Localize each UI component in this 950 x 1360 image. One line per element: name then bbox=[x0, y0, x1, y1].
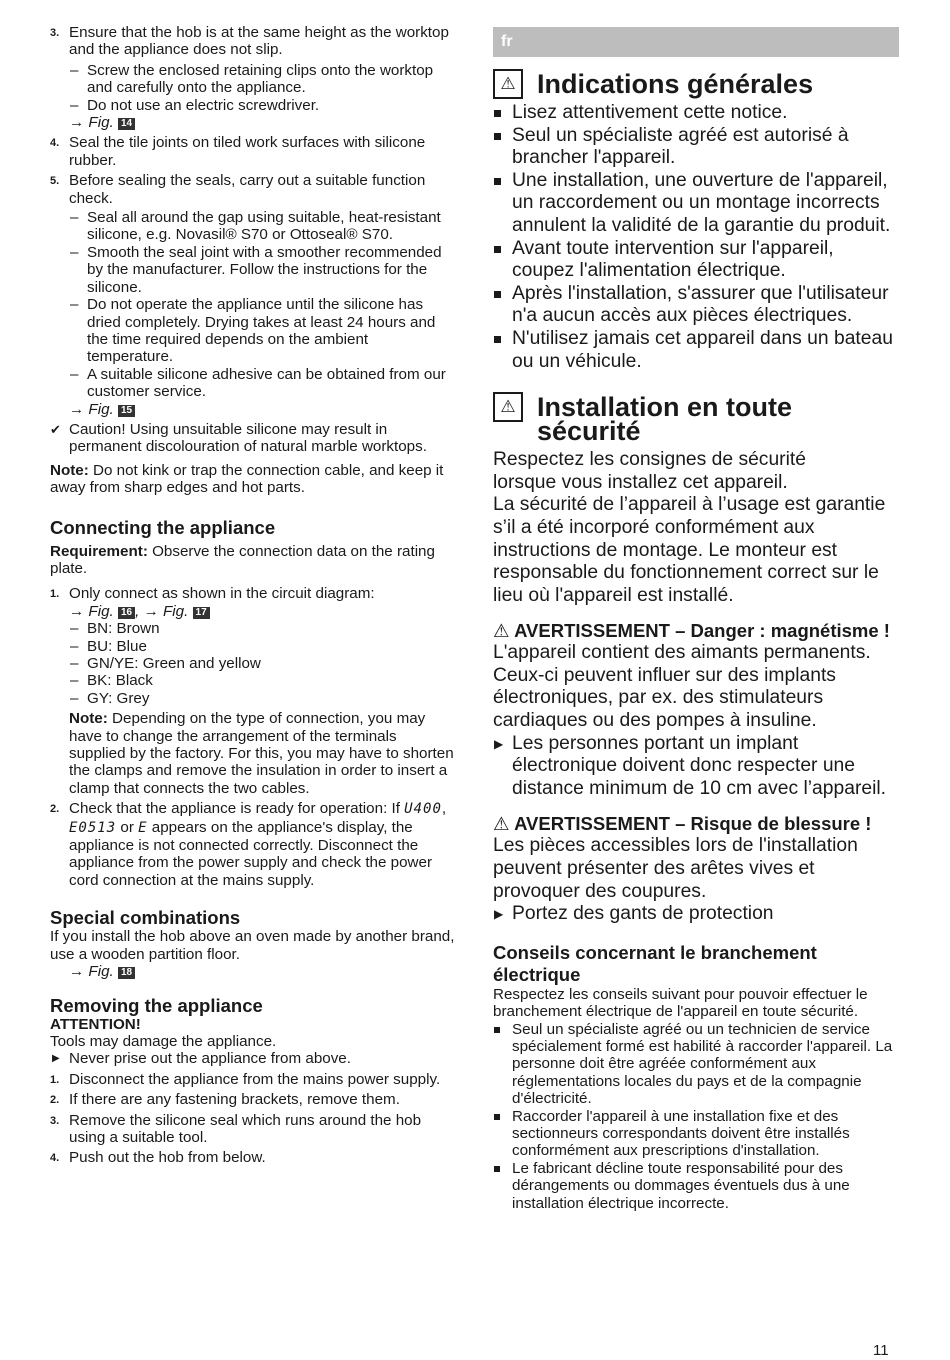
attention-text: Tools may damage the appliance. bbox=[50, 1032, 277, 1050]
action-text: Never prise out the appliance from above. bbox=[69, 1050, 351, 1068]
list-item: – Screw the enclosed retaining clips onto the worktop and carefully onto the appliance. bbox=[50, 62, 455, 97]
step-text: Disconnect the appliance from the mains power supply. bbox=[69, 1070, 441, 1088]
caution-result bbox=[50, 421, 455, 456]
fig-number-badge: 14 bbox=[118, 118, 135, 130]
list-item: Le fabricant décline toute responsabilité pour des dérangements ou dommages éventuels dus à une installation électrique incorrecte. bbox=[493, 1160, 898, 1212]
step-number: 2. bbox=[50, 1094, 60, 1107]
paragraph: Respectez les conseils suivant pour pouvoir effectuer le branchement électrique de l'appareil en toute sécurité. bbox=[493, 985, 868, 1021]
section-heading-general bbox=[493, 69, 898, 99]
note-text: Depending on the type of connection, you may have to change the arrangement of the terminals supplied by the factory. For this, you may have to shorten the clamps and remove the insulation in order to insert a clamp that connects the two cables. bbox=[69, 710, 454, 797]
arrow-right-icon: → bbox=[69, 602, 85, 620]
step-1 bbox=[50, 585, 455, 602]
step-text: Seal the tile joints on tiled work surfaces with silicone rubber. bbox=[69, 134, 426, 169]
step-3 bbox=[50, 24, 455, 59]
action-text: Les personnes portant un implant électronique doivent donc respecter une distance minimum de 10 cm avec l’appareil. bbox=[512, 732, 887, 799]
step-number: 1. bbox=[50, 588, 60, 601]
list-item: Seul un spécialiste agréé ou un technicien de service spécialement formé est habilité à raccorder l'appareil. La personne doit être agréée conformément aux réglementations locales du pays et de la compagnie d'électricité. bbox=[493, 1021, 898, 1108]
page-number: 11 bbox=[873, 1342, 889, 1359]
requirement-label: Requirement: bbox=[50, 542, 148, 560]
figure-reference: → Fig. 16 , → Fig. 17 bbox=[50, 603, 455, 620]
paragraph: If you install the hob above an oven made by another brand, use a wooden partition floor. bbox=[50, 928, 455, 963]
step-text: Before sealing the seals, carry out a suitable function check. bbox=[69, 172, 426, 207]
note bbox=[50, 710, 455, 797]
fig-number-badge: 16 bbox=[118, 607, 135, 619]
remove-step bbox=[50, 1112, 455, 1147]
step-number: 5. bbox=[50, 175, 60, 188]
step-text-pre: Check that the appliance is ready for operation: If bbox=[69, 800, 405, 818]
action-item bbox=[493, 903, 898, 926]
step-number: 2. bbox=[50, 803, 60, 816]
note-label: Note: bbox=[50, 461, 89, 479]
requirement-text: Observe the connection data on the rating plate. bbox=[50, 542, 435, 577]
section-heading-safe-installation bbox=[493, 392, 837, 447]
warning-heading bbox=[493, 619, 898, 642]
section-heading: Removing the appliance bbox=[50, 994, 263, 1016]
list-item: – Do not use an electric screwdriver. bbox=[50, 97, 455, 114]
step-4 bbox=[50, 134, 455, 169]
language-bar bbox=[493, 27, 899, 57]
step-number: 1. bbox=[50, 1073, 60, 1086]
list-item: Lisez attentivement cette notice. bbox=[493, 102, 898, 125]
list-item: – BK: Black bbox=[50, 672, 455, 689]
list-item: Une installation, une ouverture de l'appareil, un raccordement ou un montage incorrects annulent la validité de la garantie du produit. bbox=[493, 170, 898, 238]
heading-text: Installation en toute sécurité bbox=[537, 392, 793, 447]
fig-label: Fig. bbox=[88, 602, 114, 620]
arrow-right-icon: → bbox=[143, 602, 159, 620]
arrow-right-icon: → bbox=[69, 400, 85, 418]
list-item: Avant toute intervention sur l'appareil, coupez l'alimentation électrique. bbox=[493, 238, 898, 283]
step-number: 3. bbox=[50, 1114, 60, 1127]
fig-label: Fig. bbox=[162, 602, 189, 620]
step-5 bbox=[50, 172, 455, 207]
step-text-sep: , bbox=[441, 800, 447, 818]
remove-step bbox=[50, 1091, 455, 1108]
warning-icon: ⚠ bbox=[493, 69, 523, 99]
list-item: – GN/YE: Green and yellow bbox=[50, 655, 455, 672]
paragraph: Les pièces accessibles lors de l'installation peuvent présenter des arêtes vives et provoquer des coupures. bbox=[493, 835, 858, 902]
step-text: Ensure that the hob is at the same height as the worktop and the appliance does not slip. bbox=[69, 24, 449, 59]
paragraph: Respectez les consignes de sécurité lorsque vous installez cet appareil. bbox=[493, 449, 806, 493]
figure-reference bbox=[50, 963, 455, 980]
paragraph: La sécurité de l’appareil à l’usage est garantie s’il a été incorporé conformément aux instructions de montage. Le monteur est responsable du fonctionnement correct sur le lieu où l'appareil est installé. bbox=[493, 494, 886, 606]
warning-heading bbox=[493, 812, 898, 835]
warning-heading-text: AVERTISSEMENT – Risque de blessure ! bbox=[514, 813, 872, 835]
attention-label: ATTENTION! bbox=[50, 1015, 141, 1033]
step-2 bbox=[50, 800, 455, 889]
action-item bbox=[493, 733, 898, 801]
display-code: E0513 bbox=[69, 819, 117, 836]
checkmark-icon: ✔ bbox=[50, 421, 61, 437]
list-item: – Do not operate the appliance until the silicone has dried completely. Drying takes at least 24 hours and the time required depends on the ambient temperature. bbox=[50, 296, 455, 366]
requirement bbox=[50, 543, 455, 578]
section-heading: Connecting the appliance bbox=[50, 516, 276, 538]
list-item: – BN: Brown bbox=[50, 620, 455, 637]
step-number: 4. bbox=[50, 137, 60, 150]
list-item: N'utilisez jamais cet appareil dans un bateau ou un véhicule. bbox=[493, 328, 898, 373]
list-item: Raccorder l'appareil à une installation fixe et des sectionneurs correspondants doivent être installés conformément aux prescriptions d'installation. bbox=[493, 1108, 898, 1160]
fig-number-badge: 17 bbox=[193, 607, 210, 619]
arrow-right-icon: → bbox=[69, 963, 85, 981]
warning-triangle-icon: ⚠ bbox=[493, 813, 510, 835]
remove-step bbox=[50, 1071, 455, 1088]
fig-number-badge: 18 bbox=[118, 967, 135, 979]
fig-label: Fig. bbox=[88, 400, 114, 418]
right-column bbox=[493, 69, 898, 1212]
step-number: 4. bbox=[50, 1152, 60, 1165]
list-item: – BU: Blue bbox=[50, 638, 455, 655]
list-item: – Smooth the seal joint with a smoother recommended by the manufacturer. Follow the instructions for the silicone. bbox=[50, 244, 455, 296]
warning-triangle-icon: ⚠ bbox=[493, 620, 510, 642]
paragraph: L'appareil contient des aimants permanents. Ceux-ci peuvent influer sur des implants électroniques, par ex. des stimulateurs cardiaques ou des pompes à insuline. bbox=[493, 642, 871, 732]
subsection-heading: Conseils concernant le branchement électrique bbox=[493, 941, 817, 985]
list-item: Seul un spécialiste agréé est autorisé à brancher l'appareil. bbox=[493, 125, 898, 170]
note bbox=[50, 462, 455, 497]
step-text-or: or bbox=[116, 818, 139, 836]
section-heading: Special combinations bbox=[50, 907, 241, 929]
figure-reference bbox=[50, 114, 455, 131]
action-item bbox=[50, 1050, 455, 1067]
triangle-right-icon: ▶ bbox=[52, 1053, 60, 1065]
remove-step bbox=[50, 1149, 455, 1166]
step-text: Only connect as shown in the circuit diagram: bbox=[69, 585, 375, 603]
list-item: – A suitable silicone adhesive can be obtained from our customer service. bbox=[50, 366, 455, 401]
triangle-right-icon: ▶ bbox=[494, 907, 504, 922]
caution-text: Caution! Using unsuitable silicone may result in permanent discolouration of natural marble worktops. bbox=[69, 420, 427, 456]
language-code: fr bbox=[501, 33, 513, 50]
list-item: Après l'installation, s'assurer que l'utilisateur n'a aucun accès aux pièces électriques. bbox=[493, 283, 898, 328]
step-number: 3. bbox=[50, 27, 60, 39]
figure-reference bbox=[50, 401, 455, 418]
action-text: Portez des gants de protection bbox=[512, 903, 774, 925]
left-column bbox=[50, 24, 455, 1170]
warning-icon: ⚠ bbox=[493, 392, 523, 422]
display-code: U400 bbox=[404, 801, 442, 818]
step-text: Push out the hob from below. bbox=[69, 1149, 266, 1167]
fig-label: Fig. bbox=[88, 963, 114, 981]
step-text: If there are any fastening brackets, remove them. bbox=[69, 1091, 400, 1109]
fig-number-badge: 15 bbox=[118, 405, 135, 417]
fig-label: Fig. bbox=[88, 114, 114, 132]
arrow-right-icon: → bbox=[69, 114, 85, 132]
display-code: E bbox=[138, 819, 148, 836]
triangle-right-icon: ▶ bbox=[494, 736, 504, 751]
note-label: Note: bbox=[69, 710, 108, 728]
note-text: Do not kink or trap the connection cable, and keep it away from sharp edges and hot parts. bbox=[50, 461, 444, 497]
step-text-post: appears on the appliance's display, the appliance is not connected correctly. Disconnect the appliance from the power supply and check the power cord connection at the mains supply. bbox=[69, 818, 433, 889]
list-item: – GY: Grey bbox=[50, 690, 455, 707]
warning-heading-text: AVERTISSEMENT – Danger : magnétisme ! bbox=[514, 620, 890, 642]
list-item: – Seal all around the gap using suitable, heat-resistant silicone, e.g. Novasil® S70 or Ottoseal® S70. bbox=[50, 209, 455, 244]
step-text: Remove the silicone seal which runs around the hob using a suitable tool. bbox=[69, 1111, 422, 1146]
heading-text: Indications générales bbox=[537, 69, 814, 99]
